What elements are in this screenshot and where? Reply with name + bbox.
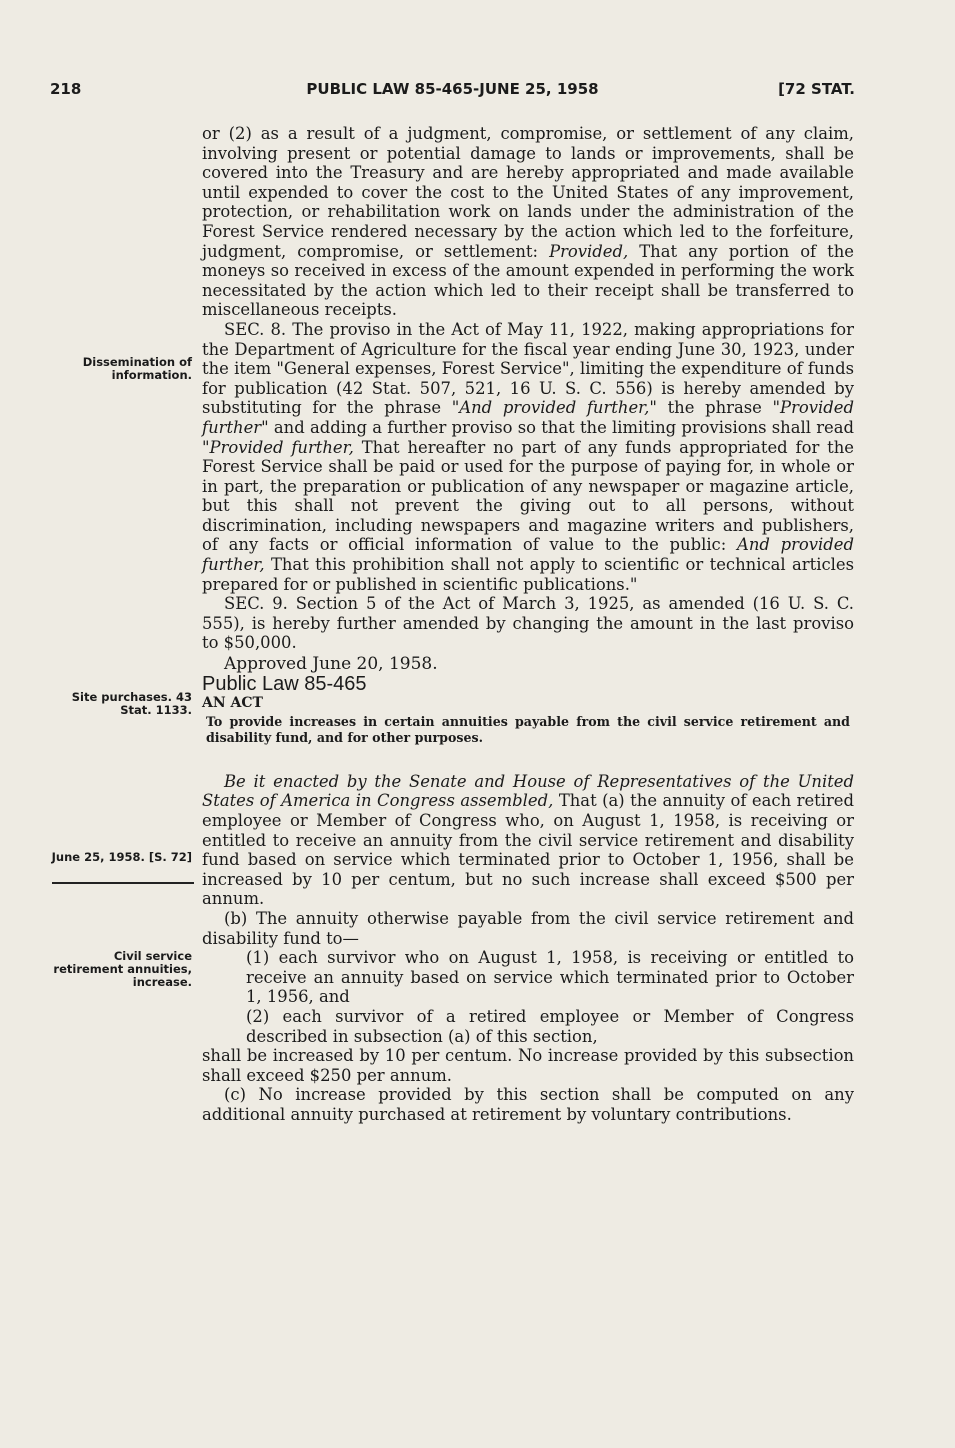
main-text xyxy=(202,124,854,1125)
subsection-b-end: shall be increased by 10 per centum. No increase provided by this subsection shall exceed $250 per annum. xyxy=(202,1046,854,1085)
paragraph-forfeiture: or (2) as a result of a judgment, compromise, or settlement of any claim, involving present or potential damage to lands or improvements, shall be covered into the Treasury and are hereby appropriated and made available until expended to cover the cost to the United States of any improvement, protection, or rehabilitation work on lands under the administration of the Forest Service rendered necessary by the action which led to the forfeiture, judgment, compromise, or settlement: Provided, That any portion of the moneys so received in excess of the amount expended in performing the work necessitated by the action which led to their receipt shall be transferred to miscellaneous receipts. xyxy=(202,124,854,320)
margin-divider xyxy=(52,882,194,884)
statute-reference: [72 STAT. xyxy=(778,80,855,98)
section-label: SEC. 8. xyxy=(224,319,287,339)
subsection-b-2: (2) each survivor of a retired employee or Member of Congress described in subsection (a) of this section, xyxy=(246,1006,854,1046)
act-title: AN ACT xyxy=(202,695,263,712)
act-purpose: To provide increases in certain annuities payable from the civil service retirement and disability fund, and for other purposes. xyxy=(206,713,850,745)
margin-note-dissemination: Dissemination of information. xyxy=(82,355,192,382)
page-number: 218 xyxy=(50,80,82,98)
subsection-b-1: (1) each survivor who on August 1, 1958, is receiving or entitled to receive an annuity based on service which terminated prior to October 1, 1956, and xyxy=(246,948,854,1007)
running-title: PUBLIC LAW 85-465-JUNE 25, 1958 xyxy=(306,80,599,98)
page-header xyxy=(50,80,855,104)
subsection-c: (c) No increase provided by this section shall be computed on any additional annuity purchased at retirement by voluntary contributions. xyxy=(202,1085,854,1124)
enacting-clause: Be it enacted by the Senate and House of Representatives of the United States of America in Congress assembled, That (a) the annuity of each retired employee or Member of Congress who, on August 1, 1958, is receiving or entitled to receive an annuity from the civil service retirement and disability fund based on service which terminated prior to October 1, 1956, shall be increased by 10 per centum, but no such increase shall exceed $500 per annum. xyxy=(202,771,855,909)
section-9: SEC. 9. Section 5 of the Act of March 3, 1925, as amended (16 U. S. C. 555), is hereby further amended by changing the amount in the last proviso to $50,000. xyxy=(202,594,854,653)
margin-note-site-purchases: Site purchases. 43 Stat. 1133. xyxy=(71,690,192,717)
margin-note-civil-service: Civil service retirement annuities, increase. xyxy=(53,949,192,989)
subsection-b: (b) The annuity otherwise payable from the civil service retirement and disability fund to— xyxy=(202,908,854,948)
public-law-heading: Public Law 85-465 xyxy=(202,672,367,695)
margin-note-date: June 25, 1958. [S. 72] xyxy=(51,850,192,864)
approval-line: Approved June 20, 1958. xyxy=(224,654,438,675)
section-8: SEC. 8. The proviso in the Act of May 11, 1922, making appropriations for the Department of Agriculture for the fiscal year ending June 30, 1923, under the item "General expenses, Forest Service", limiting the expenditure of funds for publication (42 Stat. 507, 521, 16 U. S. C. 556) is hereby amended by substituting for the phrase "And provided further," the phrase "Provided further" and adding a further proviso so that the limiting provisions shall read "Provided further, That hereafter no part of any funds appropriated for the Forest Service shall be paid or used for the purpose of paying for, in whole or in part, the preparation or publication of any newspaper or magazine article, but this shall not prevent the giving out to all persons, without discrimination, including newspapers and magazine writers and publishers, of any facts or official information of value to the public: And provided further, That this prohibition shall not apply to scientific or technical articles prepared for or published in scientific publications." xyxy=(202,319,855,594)
